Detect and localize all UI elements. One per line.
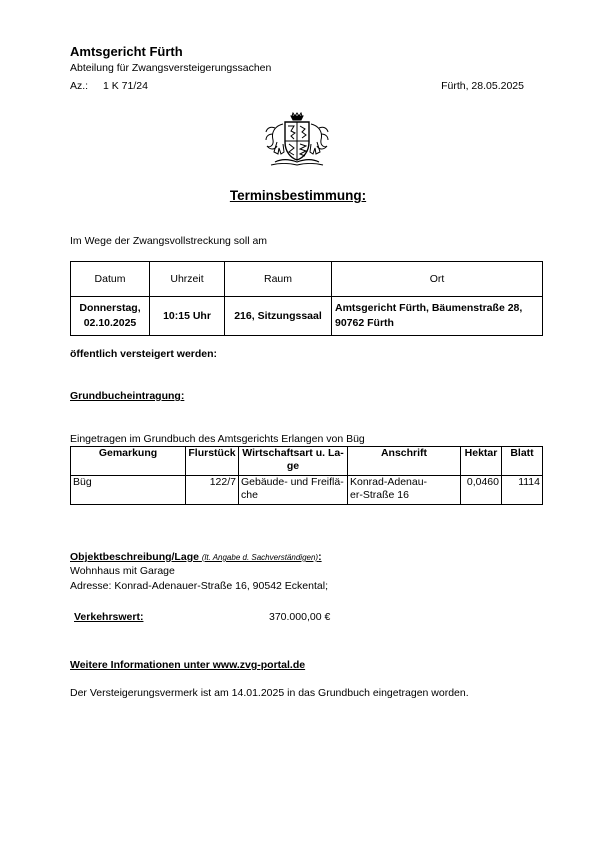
court-name: Amtsgericht Fürth <box>70 44 183 59</box>
column-header-anschrift: Anschrift <box>348 447 461 476</box>
cell-gemarkung: Büg <box>71 476 186 505</box>
appointment-table <box>70 261 543 336</box>
column-header-blatt: Blatt <box>502 447 543 476</box>
appointment-time: 10:15 Uhr <box>150 297 225 336</box>
more-info-link[interactable]: Weitere Informationen unter www.zvg-portal.de <box>70 659 306 671</box>
column-header: Datum <box>71 262 150 297</box>
market-value: 370.000,00 € <box>269 611 331 623</box>
department-name: Abteilung für Zwangsversteigerungssachen <box>70 62 272 74</box>
appointment-place-line1: Amtsgericht Fürth, Bäumenstraße 28, <box>335 302 523 314</box>
cell-hektar: 0,0460 <box>461 476 502 505</box>
table-header-row <box>71 262 543 297</box>
column-header-text: ge <box>286 460 300 472</box>
column-header-hektar: Hektar <box>461 447 502 476</box>
appointment-weekday: Donnerstag, <box>79 302 141 314</box>
table-row <box>71 476 543 505</box>
table-header-row <box>71 447 543 476</box>
cell-flurstueck: 122/7 <box>186 476 239 505</box>
intro-text: Im Wege der Zwangsvollstreckung soll am <box>70 235 268 247</box>
object-description-label: Objektbeschreibung/Lage <box>70 551 199 563</box>
column-header: Ort <box>332 262 543 297</box>
bavarian-coat-of-arms-icon <box>261 112 333 168</box>
appointment-date-value: 02.10.2025 <box>83 317 137 329</box>
appointment-room: 216, Sitzungssaal <box>225 297 332 336</box>
auction-statement: öffentlich versteigert werden: <box>70 348 218 360</box>
column-header: Uhrzeit <box>150 262 225 297</box>
cell-text: che <box>241 489 258 501</box>
column-header-wirtschaftsart <box>239 447 348 476</box>
land-register-intro: Eingetragen im Grundbuch des Amtsgerichts Erlangen von Büg <box>70 433 365 445</box>
cell-anschrift <box>348 476 461 505</box>
cell-text: er-Straße 16 <box>350 489 409 501</box>
object-address: Adresse: Konrad-Adenauer-Straße 16, 90542 Eckental; <box>70 580 328 592</box>
table-row <box>71 297 543 336</box>
object-description-note: (lt. Angabe d. Sachverständigen) <box>201 553 319 562</box>
file-number-label: Az.: <box>70 80 89 92</box>
object-type: Wohnhaus mit Garage <box>70 565 175 577</box>
cell-wirtschaftsart <box>239 476 348 505</box>
registration-note: Der Versteigerungsvermerk ist am 14.01.2025 in das Grundbuch eingetragen worden. <box>70 687 469 699</box>
page-title: Terminsbestimmung: <box>229 188 367 203</box>
land-register-table <box>70 446 543 505</box>
cell-blatt: 1114 <box>502 476 543 505</box>
cell-text: Konrad-Adenau- <box>350 476 428 488</box>
place-date: Fürth, 28.05.2025 <box>441 80 524 92</box>
land-register-title: Grundbucheintragung: <box>70 390 185 402</box>
appointment-place-line2: 90762 Fürth <box>335 317 394 329</box>
object-description-colon: : <box>318 551 322 563</box>
column-header: Raum <box>225 262 332 297</box>
column-header-gemarkung: Gemarkung <box>71 447 186 476</box>
file-number: 1 K 71/24 <box>103 80 148 92</box>
column-header-flurstueck: Flurstück <box>186 447 239 476</box>
appointment-date <box>71 297 150 336</box>
cell-text: Gebäude- und Freiflä- <box>241 476 344 488</box>
object-description-title <box>70 551 322 563</box>
column-header-text: Wirtschaftsart u. La- <box>242 447 344 459</box>
market-value-label: Verkehrswert: <box>74 611 144 623</box>
appointment-place <box>332 297 543 336</box>
